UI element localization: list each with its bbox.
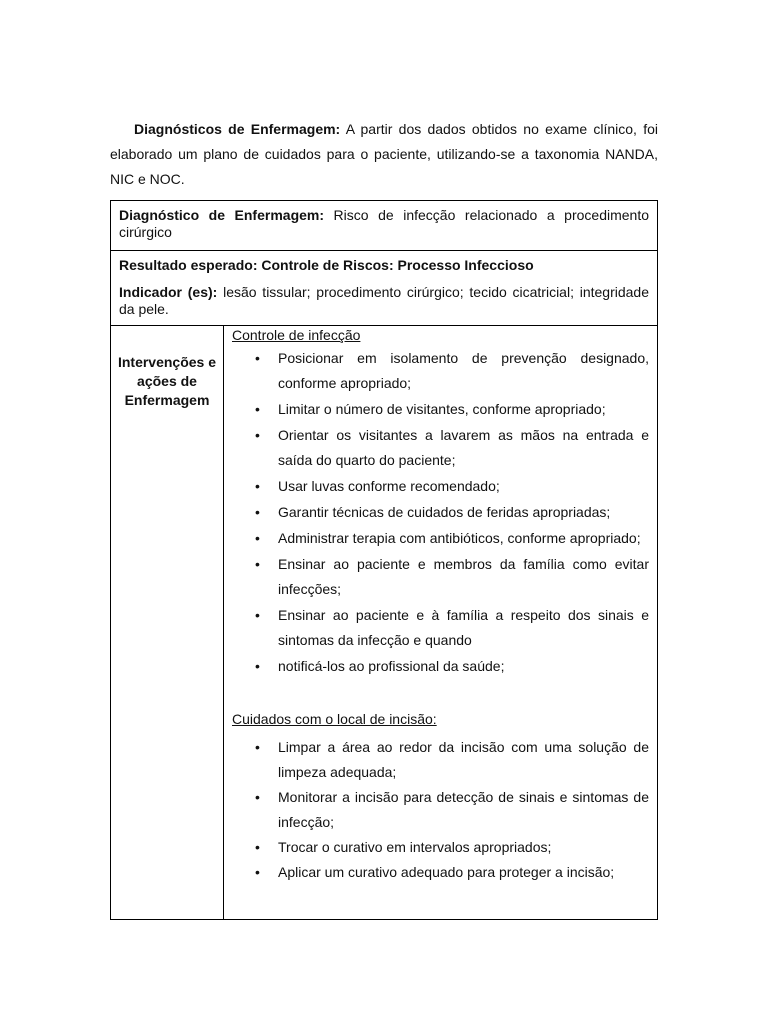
intro-heading: Diagnósticos de Enfermagem:	[134, 121, 341, 137]
bullet-icon: •	[255, 739, 260, 755]
result-label: Resultado esperado: Controle de Riscos: Processo Infeccioso	[119, 257, 534, 273]
bullet-icon: •	[255, 789, 260, 805]
indicator-text: lesão tissular; procedimento cirúrgico; tecido cicatricial; integridade da pele.	[119, 284, 649, 317]
bullet-icon: •	[255, 556, 260, 572]
incision-care-list	[232, 735, 649, 885]
list-item: • Usar luvas conforme recomendado;	[232, 474, 649, 499]
result-row	[111, 251, 658, 326]
list-item: • Ensinar ao paciente e à família a respeito dos sinais e sintomas da infecção e quando	[232, 603, 649, 653]
diagnosis-label: Diagnóstico de Enfermagem:	[119, 207, 325, 223]
interventions-row	[111, 326, 658, 920]
list-item: • Trocar o curativo em intervalos apropriados;	[232, 835, 649, 860]
section-title-incision-care: Cuidados com o local de incisão:	[232, 711, 437, 727]
bullet-icon: •	[255, 839, 260, 855]
bullet-icon: •	[255, 427, 260, 443]
list-item: • notificá-los ao profissional da saúde;	[232, 654, 649, 679]
intro-text: A partir dos dados obtidos no exame clínico, foi elaborado um plano de cuidados para o paciente, utilizando-se a taxonomia NANDA, NIC e NOC.	[110, 121, 658, 187]
care-plan-table	[110, 200, 658, 920]
interventions-cell	[224, 326, 658, 920]
bullet-icon: •	[255, 658, 260, 674]
bullet-icon: •	[255, 607, 260, 623]
interventions-label-cell	[111, 326, 224, 920]
interventions-label: Intervenções e ações de Enfermagem	[117, 354, 217, 408]
diagnosis-cell	[111, 201, 658, 251]
infection-control-list	[232, 346, 649, 679]
bullet-icon: •	[255, 478, 260, 494]
list-item: • Limitar o número de visitantes, conforme apropriado;	[232, 397, 649, 422]
list-item: • Garantir técnicas de cuidados de feridas apropriadas;	[232, 500, 649, 525]
result-cell	[111, 251, 658, 326]
list-item: • Orientar os visitantes a lavarem as mãos na entrada e saída do quarto do paciente;	[232, 423, 649, 473]
bullet-icon: •	[255, 401, 260, 417]
diagnosis-text: Risco de infecção relacionado a procedimento cirúrgico	[119, 207, 650, 240]
section-title-infection-control: Controle de infecção	[232, 327, 361, 343]
list-item: • Limpar a área ao redor da incisão com uma solução de limpeza adequada;	[232, 735, 649, 785]
list-item: • Ensinar ao paciente e membros da família como evitar infecções;	[232, 552, 649, 602]
bullet-icon: •	[255, 530, 260, 546]
bullet-icon: •	[255, 864, 260, 880]
list-item: • Monitorar a incisão para detecção de sinais e sintomas de infecção;	[232, 785, 649, 835]
indicator-label: Indicador (es):	[119, 284, 218, 300]
bullet-icon: •	[255, 504, 260, 520]
list-item: • Aplicar um curativo adequado para proteger a incisão;	[232, 860, 649, 885]
intro-paragraph	[110, 117, 658, 192]
diagnosis-row	[111, 201, 658, 251]
bullet-icon: •	[255, 350, 260, 366]
list-item: • Posicionar em isolamento de prevenção designado, conforme apropriado;	[232, 346, 649, 396]
list-item: • Administrar terapia com antibióticos, conforme apropriado;	[232, 526, 649, 551]
